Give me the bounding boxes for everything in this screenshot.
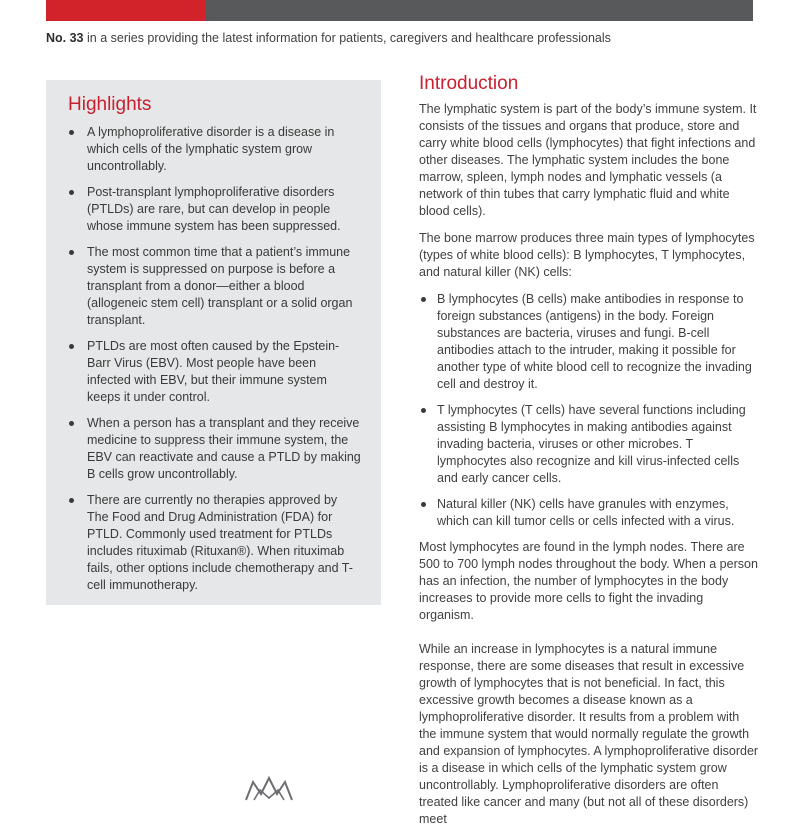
header-color-bar <box>46 0 753 21</box>
series-line <box>46 31 753 45</box>
highlights-title: Highlights <box>68 94 152 115</box>
highlight-item: PTLDs are most often caused by the Epstein-Barr Virus (EBV). Most people have been infected with EBV, but their immune system keeps it under control. <box>68 338 361 406</box>
lymphocyte-type-item: B lymphocytes (B cells) make antibodies in response to foreign substances (antigens) in the body. Foreign substances are bacteria, viruses and fungi. B-cell antibodies attach to the intruder, making it possible for another type of white blood cell to recognize the invading cell and destroy it. <box>419 291 759 393</box>
introduction-section <box>419 75 759 838</box>
highlight-item: When a person has a transplant and they receive medicine to suppress their immune system, the EBV can reactivate and cause a PTLD by making B cells grow uncontrollably. <box>68 415 361 483</box>
lymphocyte-type-item: T lymphocytes (T cells) have several functions including assisting B lymphocytes in making antibodies against invading bacteria, viruses or other microbes. T lymphocytes also recognize and kill virus-infected cells and early cancer cells. <box>419 402 759 487</box>
introduction-title: Introduction <box>419 73 519 94</box>
lymphocyte-type-item: Natural killer (NK) cells have granules with enzymes, which can kill tumor cells or cells infected with a virus. <box>419 496 759 530</box>
series-number: No. 33 <box>46 31 84 45</box>
highlight-item: Post-transplant lymphoproliferative disorders (PTLDs) are rare, but can develop in people whose immune system has been suppressed. <box>68 184 361 235</box>
intro-paragraph: Most lymphocytes are found in the lymph nodes. There are 500 to 700 lymph nodes throughout the body. When a person has an infection, the number of lymphocytes in the body increases to provide more cells to fight the invading organism. <box>419 540 758 622</box>
intro-paragraph: The bone marrow produces three main types of lymphocytes (types of white blood cells): B lymphocytes, T lymphocytes, and natural killer (NK) cells: <box>419 231 755 279</box>
intro-paragraph: The lymphatic system is part of the body’s immune system. It consists of the tissues and organs that produce, store and carry white blood cells (lymphocytes) that fight infections and other diseases. The lymphatic system includes the bone marrow, spleen, lymph nodes and lymphatic vessels (a network of thin tubes that carry lymphatic fluid and white blood cells). <box>419 102 757 218</box>
header-bar-accent <box>46 0 206 21</box>
highlight-item: A lymphoproliferative disorder is a disease in which cells of the lymphatic system grow uncontrollably. <box>68 124 361 175</box>
series-description: in a series providing the latest information for patients, caregivers and healthcare professionals <box>83 31 611 45</box>
highlights-box <box>46 80 381 605</box>
highlights-list <box>68 124 361 594</box>
header-bar-gray <box>206 0 753 21</box>
intro-paragraph: While an increase in lymphocytes is a natural immune response, there are some diseases that result in excessive growth of lymphocytes that is not beneficial. In fact, this excessive growth becomes a disease known as a lymphoproliferative disorder. It results from a problem with the immune system that would normally regulate the growth and expansion of lymphocytes. A lymphoproliferative disorder is a disease in which cells of the lymphatic system grow uncontrollably. Lymphoproliferative disorders are often treated like cancer and many (but not all of these disorders) meet <box>419 642 759 826</box>
highlight-item: There are currently no therapies approved by The Food and Drug Administration (FDA) for PTLD. Commonly used treatment for PTLDs includes rituximab (Rituxan®). When rituximab fails, other options include chemotherapy and T-cell immunotherapy. <box>68 492 361 594</box>
crown-logo-icon <box>244 776 294 802</box>
highlight-item: The most common time that a patient’s immune system is suppressed on purpose is before a transplant from a donor—either a blood (allogeneic stem cell) transplant or a solid organ transplant. <box>68 244 361 329</box>
lymphocyte-types-list <box>419 291 759 530</box>
